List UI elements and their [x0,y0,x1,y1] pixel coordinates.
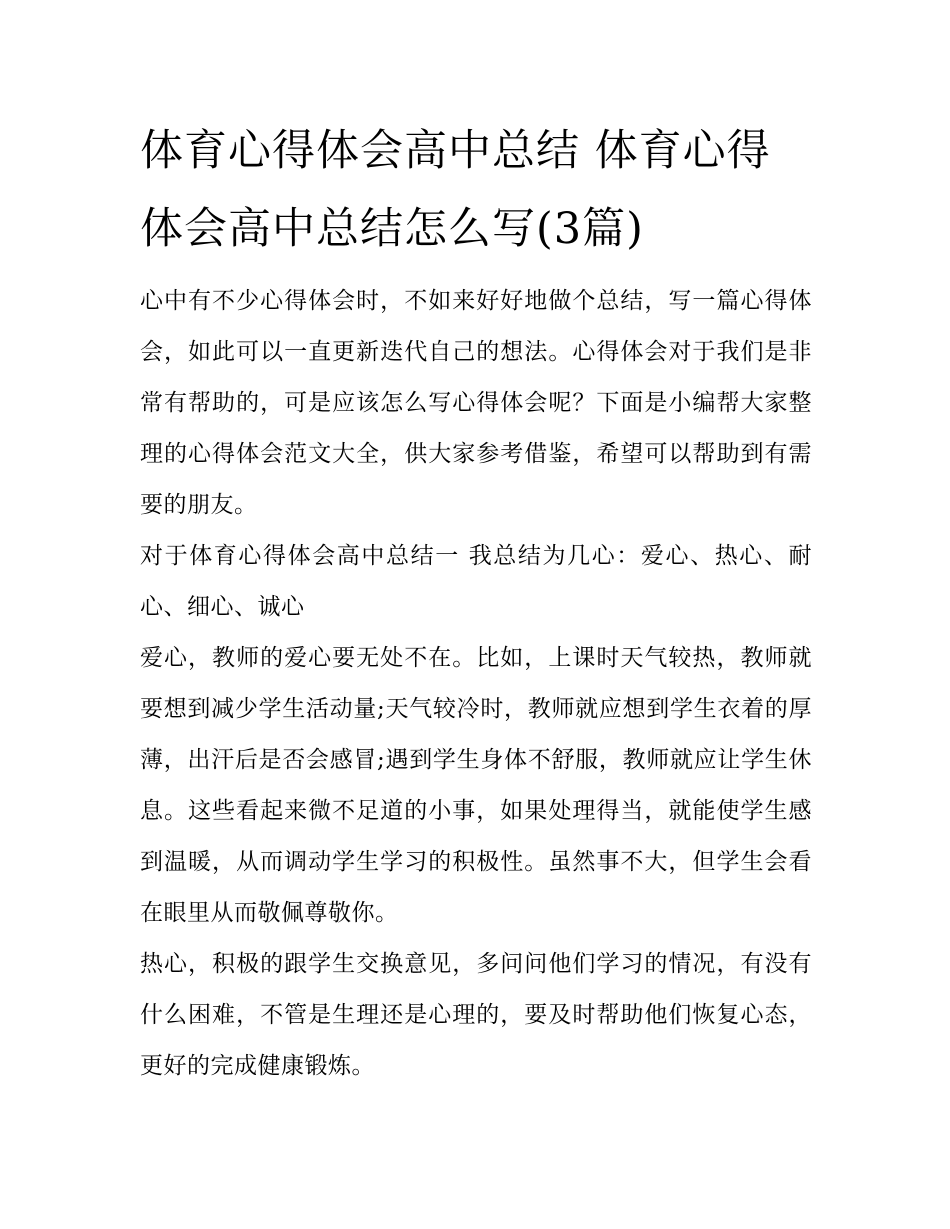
love-paragraph: 爱心，教师的爱心要无处不在。比如，上课时天气较热，教师就要想到减少学生活动量;天气较冷时，教师就应想到学生衣着的厚薄，出汗后是否会感冒;遇到学生身体不舒服，教师就应让学生休息。这些看起来微不足道的小事，如果处理得当，就能使学生感到温暖，从而调动学生学习的积极性。虽然事不大，但学生会看在眼里从而敬佩尊敬你。 [140,645,812,926]
section-heading-paragraph: 对于体育心得体会高中总结一 我总结为几心：爱心、热心、耐心、细心、诚心 [140,543,812,620]
intro-paragraph: 心中有不少心得体会时，不如来好好地做个总结，写一篇心得体会，如此可以一直更新迭代自己的想法。心得体会对于我们是非常有帮助的，可是应该怎么写心得体会呢？下面是小编帮大家整理的心得体会范文大全，供大家参考借鉴，希望可以帮助到有需要的朋友。 [140,288,812,518]
enthusiasm-paragraph: 热心，积极的跟学生交换意见，多问问他们学习的情况，有没有什么困难，不管是生理还是心理的，要及时帮助他们恢复心态，更好的完成健康锻炼。 [140,951,812,1079]
document-page [140,112,812,1092]
document-title: 体育心得体会高中总结 体育心得体会高中总结怎么写(3篇) [140,126,771,254]
